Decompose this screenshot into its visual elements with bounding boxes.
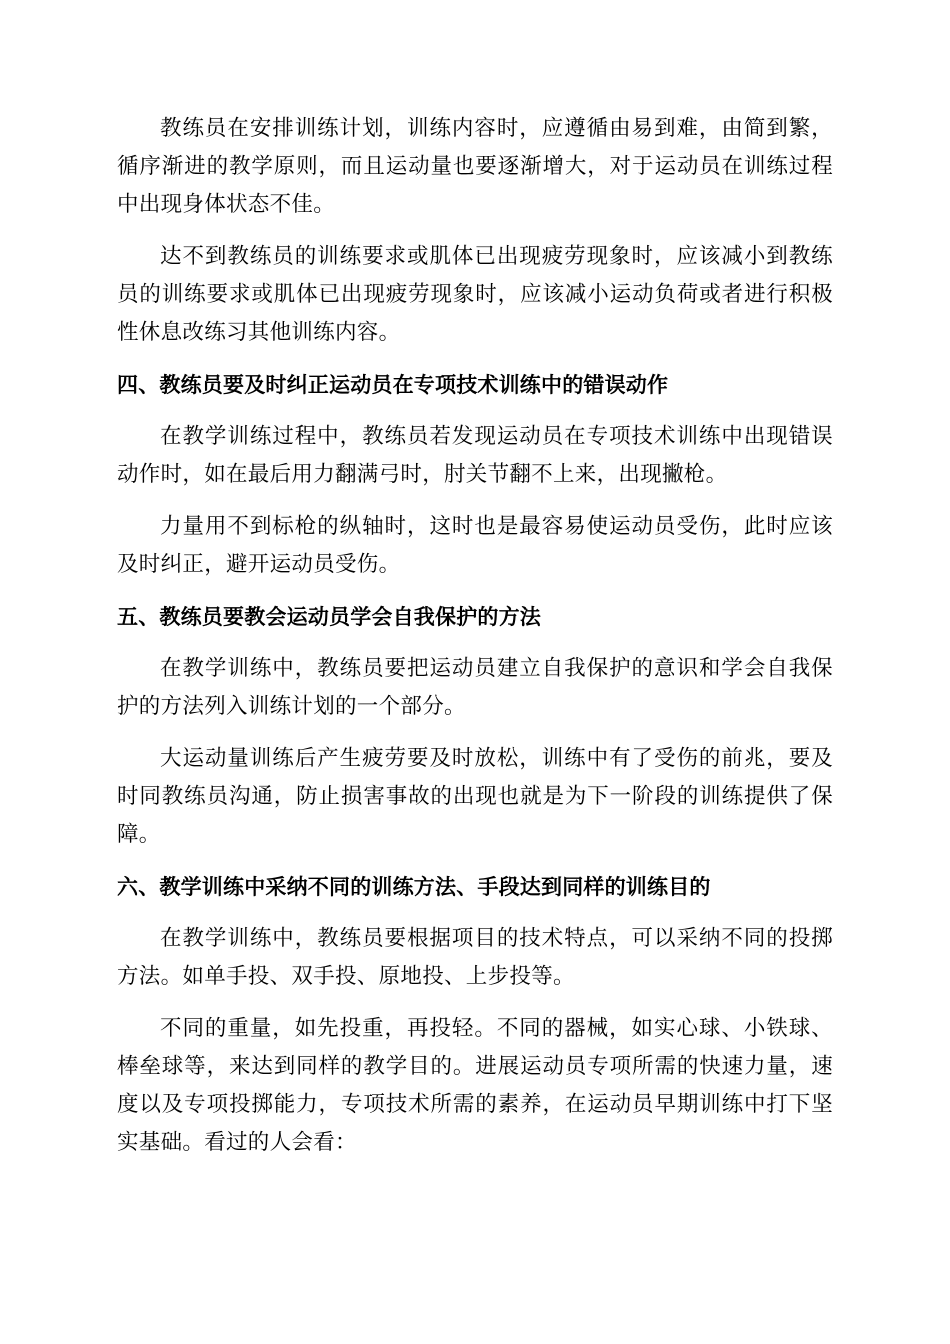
document-page xyxy=(117,110,833,1176)
paragraph: 达不到教练员的训练要求或肌体已出现疲劳现象时，应该减小到教练员的训练要求或肌体已出现疲劳现象时，应该减小运动负荷或者进行积极性休息改练习其他训练内容。 xyxy=(117,244,833,345)
section-heading: 五、教练员要教会运动员学会自我保护的方法 xyxy=(117,605,541,629)
paragraph: 在教学训练中，教练员要根据项目的技术特点，可以采纳不同的投掷方法。如单手投、双手投、原地投、上步投等。 xyxy=(117,926,833,989)
paragraph: 教练员在安排训练计划，训练内容时，应遵循由易到难，由简到繁，循序渐进的教学原则，而且运动量也要逐渐增大，对于运动员在训练过程中出现身体状态不佳。 xyxy=(117,116,833,217)
paragraph: 大运动量训练后产生疲劳要及时放松，训练中有了受伤的前兆，要及时同教练员沟通，防止损害事故的出现也就是为下一阶段的训练提供了保障。 xyxy=(117,746,833,847)
paragraph: 在教学训练中，教练员要把运动员建立自我保护的意识和学会自我保护的方法列入训练计划的一个部分。 xyxy=(117,656,833,719)
paragraph: 在教学训练过程中，教练员若发现运动员在专项技术训练中出现错误动作时，如在最后用力翻满弓时，肘关节翻不上来，出现撇枪。 xyxy=(117,424,833,487)
paragraph: 不同的重量，如先投重，再投轻。不同的器械，如实心球、小铁球、棒垒球等，来达到同样的教学目的。进展运动员专项所需的快速力量，速度以及专项投掷能力，专项技术所需的素养，在运动员早期训练中打下坚实基础。看过的人会看： xyxy=(117,1016,833,1155)
section-heading: 四、教练员要及时纠正运动员在专项技术训练中的错误动作 xyxy=(117,373,669,397)
section-heading: 六、教学训练中采纳不同的训练方法、手段达到同样的训练目的 xyxy=(117,875,711,899)
paragraph: 力量用不到标枪的纵轴时，这时也是最容易使运动员受伤，此时应该及时纠正，避开运动员受伤。 xyxy=(117,514,833,577)
